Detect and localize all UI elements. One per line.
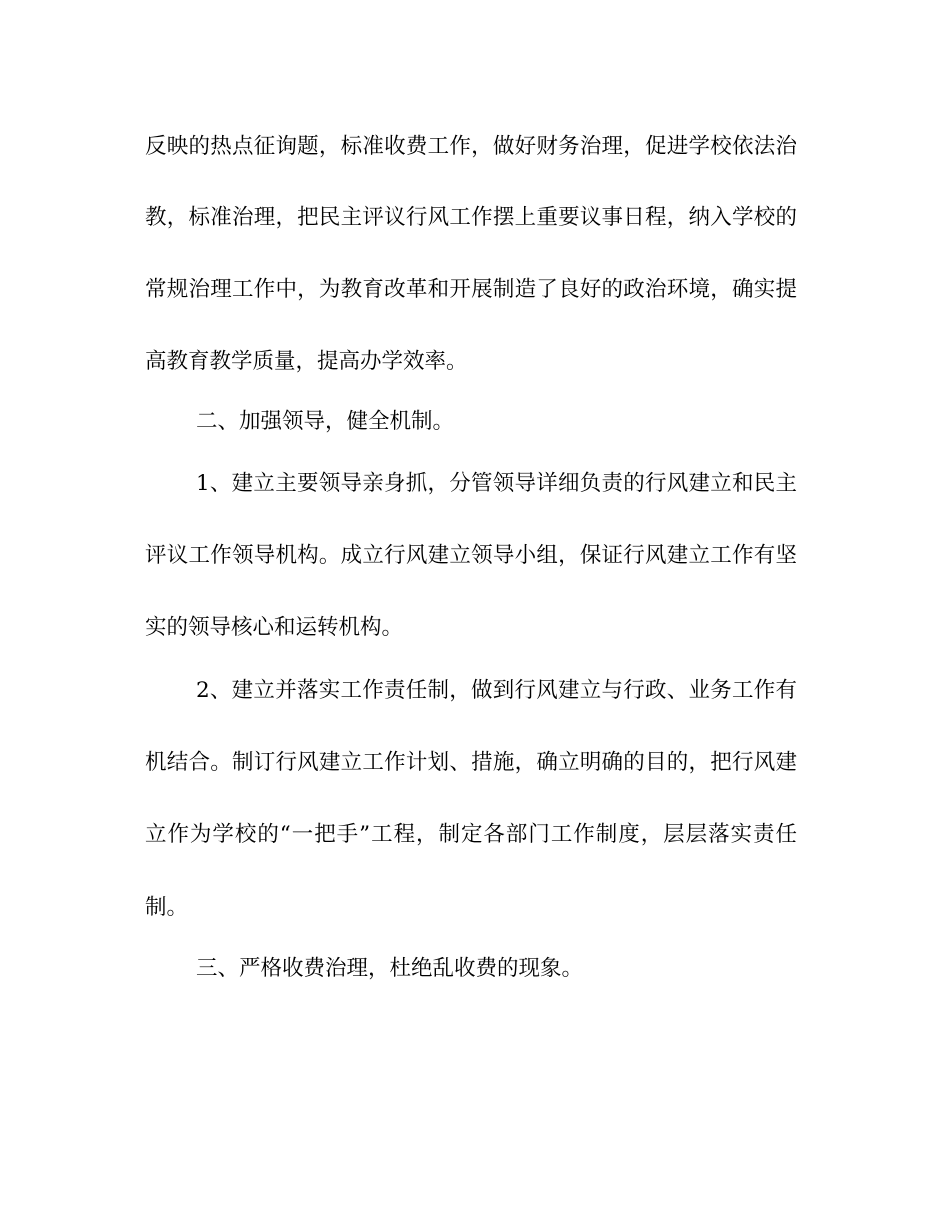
paragraph-line: 立作为学校的“一把手”工程，制定各部门工作制度，层层落实责任: [145, 822, 797, 847]
paragraph-line: 2、建立并落实工作责任制，做到行风建立与行政、业务工作有: [196, 678, 797, 703]
paragraph-line: 评议工作领导机构。成立行风建立领导小组，保证行风建立工作有坚: [145, 543, 797, 568]
paragraph-line: 机结合。制订行风建立工作计划、措施，确立明确的目的，把行风建: [145, 750, 797, 775]
paragraph-line: 实的领导核心和运转机构。: [145, 615, 404, 640]
paragraph-line: 反映的热点征询题，标准收费工作，做好财务治理，促进学校依法治: [145, 134, 797, 159]
section-heading: 三、严格收费治理，杜绝乱收费的现象。: [196, 956, 584, 981]
paragraph-line: 常规治理工作中，为教育改革和开展制造了良好的政治环境，确实提: [145, 277, 797, 302]
paragraph-line: 教，标准治理，把民主评议行风工作摆上重要议事日程，纳入学校的: [145, 205, 797, 230]
paragraph-line: 制。: [145, 895, 189, 920]
paragraph-line: 1、建立主要领导亲身抓，分管领导详细负责的行风建立和民主: [196, 471, 797, 496]
section-heading: 二、加强领导，健全机制。: [196, 409, 455, 434]
paragraph-line: 高教育教学质量，提高办学效率。: [145, 349, 468, 374]
